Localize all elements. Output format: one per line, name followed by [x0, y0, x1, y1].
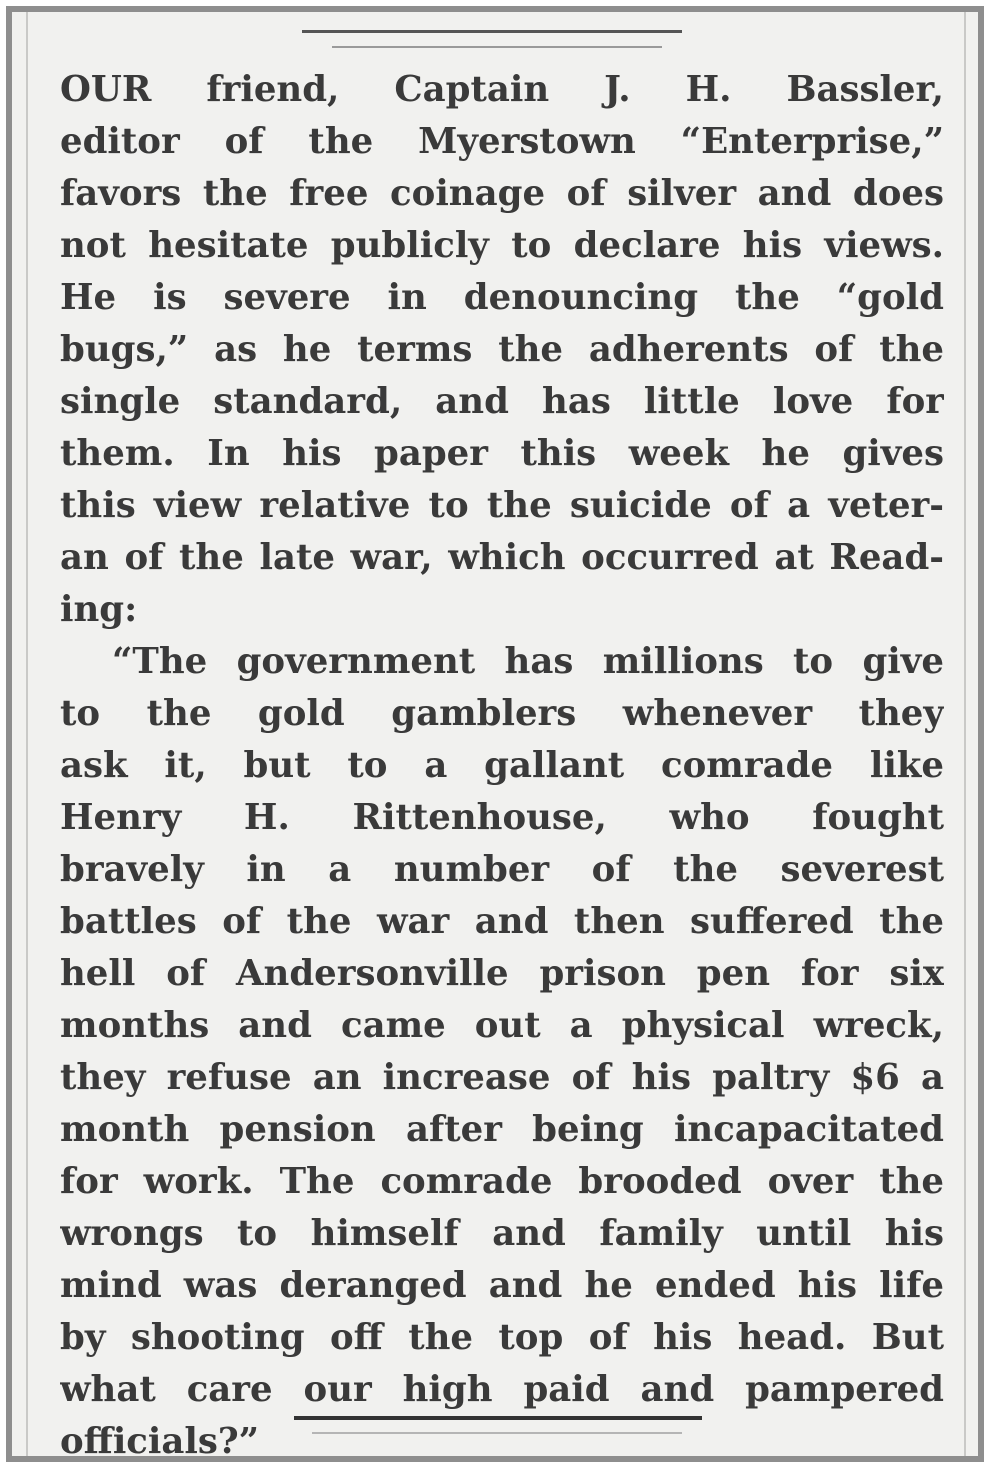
quote-line: to the gold gamblers whenever they	[60, 693, 944, 734]
article-line: this view relative to the suicide of a veter-	[60, 485, 944, 526]
quote-line: they refuse an increase of his paltry $6 a	[60, 1057, 944, 1098]
article-line: bugs,” as he terms the adherents of the	[60, 329, 944, 370]
quote-line: officials?”	[60, 1421, 260, 1462]
bottom-divider-rule	[294, 1416, 702, 1420]
article-line: not hesitate publicly to declare his views.	[60, 225, 944, 266]
quote-line: hell of Andersonville prison pen for six	[60, 953, 944, 994]
top-divider-rule-thin	[332, 46, 662, 48]
quote-line: months and came out a physical wreck,	[60, 1005, 944, 1046]
article-line: ing:	[60, 589, 138, 630]
quote-line: battles of the war and then suffered the	[60, 901, 944, 942]
quote-line: for work. The comrade brooded over the	[60, 1161, 944, 1202]
quote-line: “The government has millions to give	[112, 641, 944, 682]
article-line: them. In his paper this week he gives	[60, 433, 944, 474]
quote-line: Henry H. Rittenhouse, who fought	[60, 797, 944, 838]
article-line: favors the free coinage of silver and does	[60, 173, 944, 214]
article-line: OUR friend, Captain J. H. Bassler,	[60, 69, 944, 110]
quote-line: what care our high paid and pampered	[60, 1369, 944, 1410]
top-divider-rule	[302, 30, 682, 33]
bottom-divider-rule-thin	[312, 1432, 682, 1434]
column-rule-left	[26, 12, 28, 1456]
article-line: single standard, and has little love for	[60, 381, 944, 422]
article-body	[60, 64, 944, 1468]
quote-line: mind was deranged and he ended his life	[60, 1265, 944, 1306]
column-rule-right	[964, 12, 966, 1456]
quote-line: month pension after being incapacitated	[60, 1109, 944, 1150]
quote-line: by shooting off the top of his head. But	[60, 1317, 944, 1358]
clipping-frame	[6, 6, 984, 1462]
quote-line: bravely in a number of the severest	[60, 849, 944, 890]
quote-line: ask it, but to a gallant comrade like	[60, 745, 944, 786]
quote-line: wrongs to himself and family until his	[60, 1213, 944, 1254]
article-line: editor of the Myerstown “Enterprise,”	[60, 121, 944, 162]
article-line: an of the late war, which occurred at Read-	[60, 537, 944, 578]
article-line: He is severe in denouncing the “gold	[60, 277, 944, 318]
